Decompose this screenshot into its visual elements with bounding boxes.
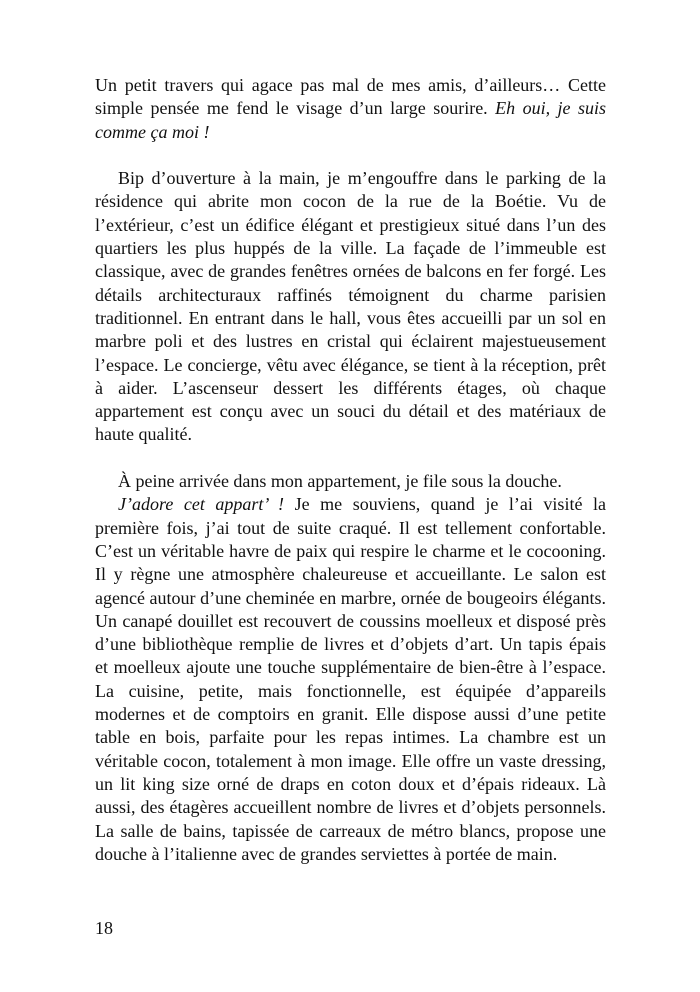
paragraph [95, 74, 606, 144]
text-line [95, 260, 606, 283]
text-segment: d’une bibliothèque remplie de livres et d’objets d’art. Un tapis épais [95, 634, 606, 655]
text-segment: et moelleux ajoute une touche supplémentaire de bien-être à l’espace. [95, 657, 606, 678]
text-line [95, 121, 606, 144]
text-segment: agencé autour d’une cheminée en marbre, ornée de bougeoirs élégants. [95, 587, 606, 608]
text-segment: modernes et de comptoirs en granit. Elle dispose aussi d’une petite [95, 704, 606, 725]
text-segment: l’extérieur, c’est un édifice élégant et prestigieux situé dans l’un des [95, 214, 606, 235]
text-line [95, 587, 606, 610]
text-segment: douche à l’italienne avec de grandes serviettes à portée de main. [95, 843, 558, 864]
text-line [95, 167, 606, 190]
text-line [95, 680, 606, 703]
text-line [95, 633, 606, 656]
text-line [95, 517, 606, 540]
text-segment: résidence qui abrite mon cocon de la rue de la Boétie. Vu de [95, 191, 606, 212]
text-segment: C’est un véritable havre de paix qui respire le charme et le cocooning. [95, 540, 606, 561]
text-segment: première fois, j’ai tout de suite craqué. Il est tellement confortable. [95, 517, 606, 538]
text-segment: simple pensée me fend le visage d’un large sourire. [95, 98, 496, 119]
text-line [95, 284, 606, 307]
text-line [95, 330, 606, 353]
text-line [95, 820, 606, 843]
text-line [95, 423, 606, 446]
page-number: 18 [95, 918, 113, 938]
text-line [95, 726, 606, 749]
text-segment: l’espace. Le concierge, vêtu avec élégance, se tient à la réception, prêt [95, 354, 606, 375]
text-segment: aussi, des étagères accueillent nombre de livres et d’objets personnels. [95, 797, 606, 818]
paragraph [95, 167, 606, 447]
text-segment: classique, avec de grandes fenêtres ornées de balcons en fer forgé. Les [95, 261, 606, 282]
text-segment: un lit king size orné de draps en coton doux et d’épais rideaux. Là [95, 773, 606, 794]
text-segment: haute qualité. [95, 424, 192, 445]
italic-text: Eh oui, je suis [495, 98, 607, 119]
text-segment: À peine arrivée dans mon appartement, je file sous la douche. [118, 471, 562, 492]
paragraph [95, 470, 606, 493]
paragraph [95, 493, 606, 866]
text-line [95, 97, 606, 120]
text-segment: Bip d’ouverture à la main, je m’engouffre dans le parking de la [118, 168, 606, 189]
text-line [95, 610, 606, 633]
text-segment: La salle de bains, tapissée de carreaux de métro blancs, propose une [95, 820, 606, 841]
text-segment: Il y règne une atmosphère chaleureuse et accueillante. Le salon est [95, 564, 606, 585]
text-segment: table en bois, parfaite pour les repas intimes. La chambre est un [95, 727, 606, 748]
text-line [95, 190, 606, 213]
text-line [95, 400, 606, 423]
italic-text: comme ça moi ! [95, 121, 210, 142]
text-line [95, 563, 606, 586]
text-line [95, 354, 606, 377]
text-line [95, 540, 606, 563]
text-segment: quartiers les plus huppés de la ville. La façade de l’immeuble est [95, 238, 606, 259]
page-body [95, 74, 606, 866]
text-line [95, 470, 606, 493]
text-line [95, 307, 606, 330]
text-segment: marbre poli et des lustres en cristal qui éclairent majestueusement [95, 331, 606, 352]
text-segment: détails architecturaux raffinés témoignent du charme parisien [95, 284, 606, 305]
text-segment: La cuisine, petite, mais fonctionnelle, est équipée d’appareils [95, 680, 606, 701]
text-line [95, 214, 606, 237]
text-segment: Je me souviens, quand je l’ai visité la [284, 494, 606, 515]
text-line [95, 656, 606, 679]
text-line [95, 703, 606, 726]
text-segment: appartement est conçu avec un souci du détail et des matériaux de [95, 401, 606, 422]
text-segment: Un canapé douillet est recouvert de coussins moelleux et disposé près [95, 610, 606, 631]
text-line [95, 493, 606, 516]
text-segment: traditionnel. En entrant dans le hall, vous êtes accueilli par un sol en [95, 307, 606, 328]
text-line [95, 796, 606, 819]
text-line [95, 74, 606, 97]
text-line [95, 773, 606, 796]
text-segment: véritable cocon, totalement à mon image. Elle offre un vaste dressing, [95, 750, 606, 771]
text-line [95, 750, 606, 773]
text-line [95, 237, 606, 260]
text-line [95, 843, 606, 866]
italic-text: J’adore cet appart’ ! [118, 494, 284, 515]
text-segment: à aider. L’ascenseur dessert les différents étages, où chaque [95, 377, 606, 398]
text-segment: Un petit travers qui agace pas mal de mes amis, d’ailleurs… Cette [95, 75, 606, 95]
text-line [95, 377, 606, 400]
